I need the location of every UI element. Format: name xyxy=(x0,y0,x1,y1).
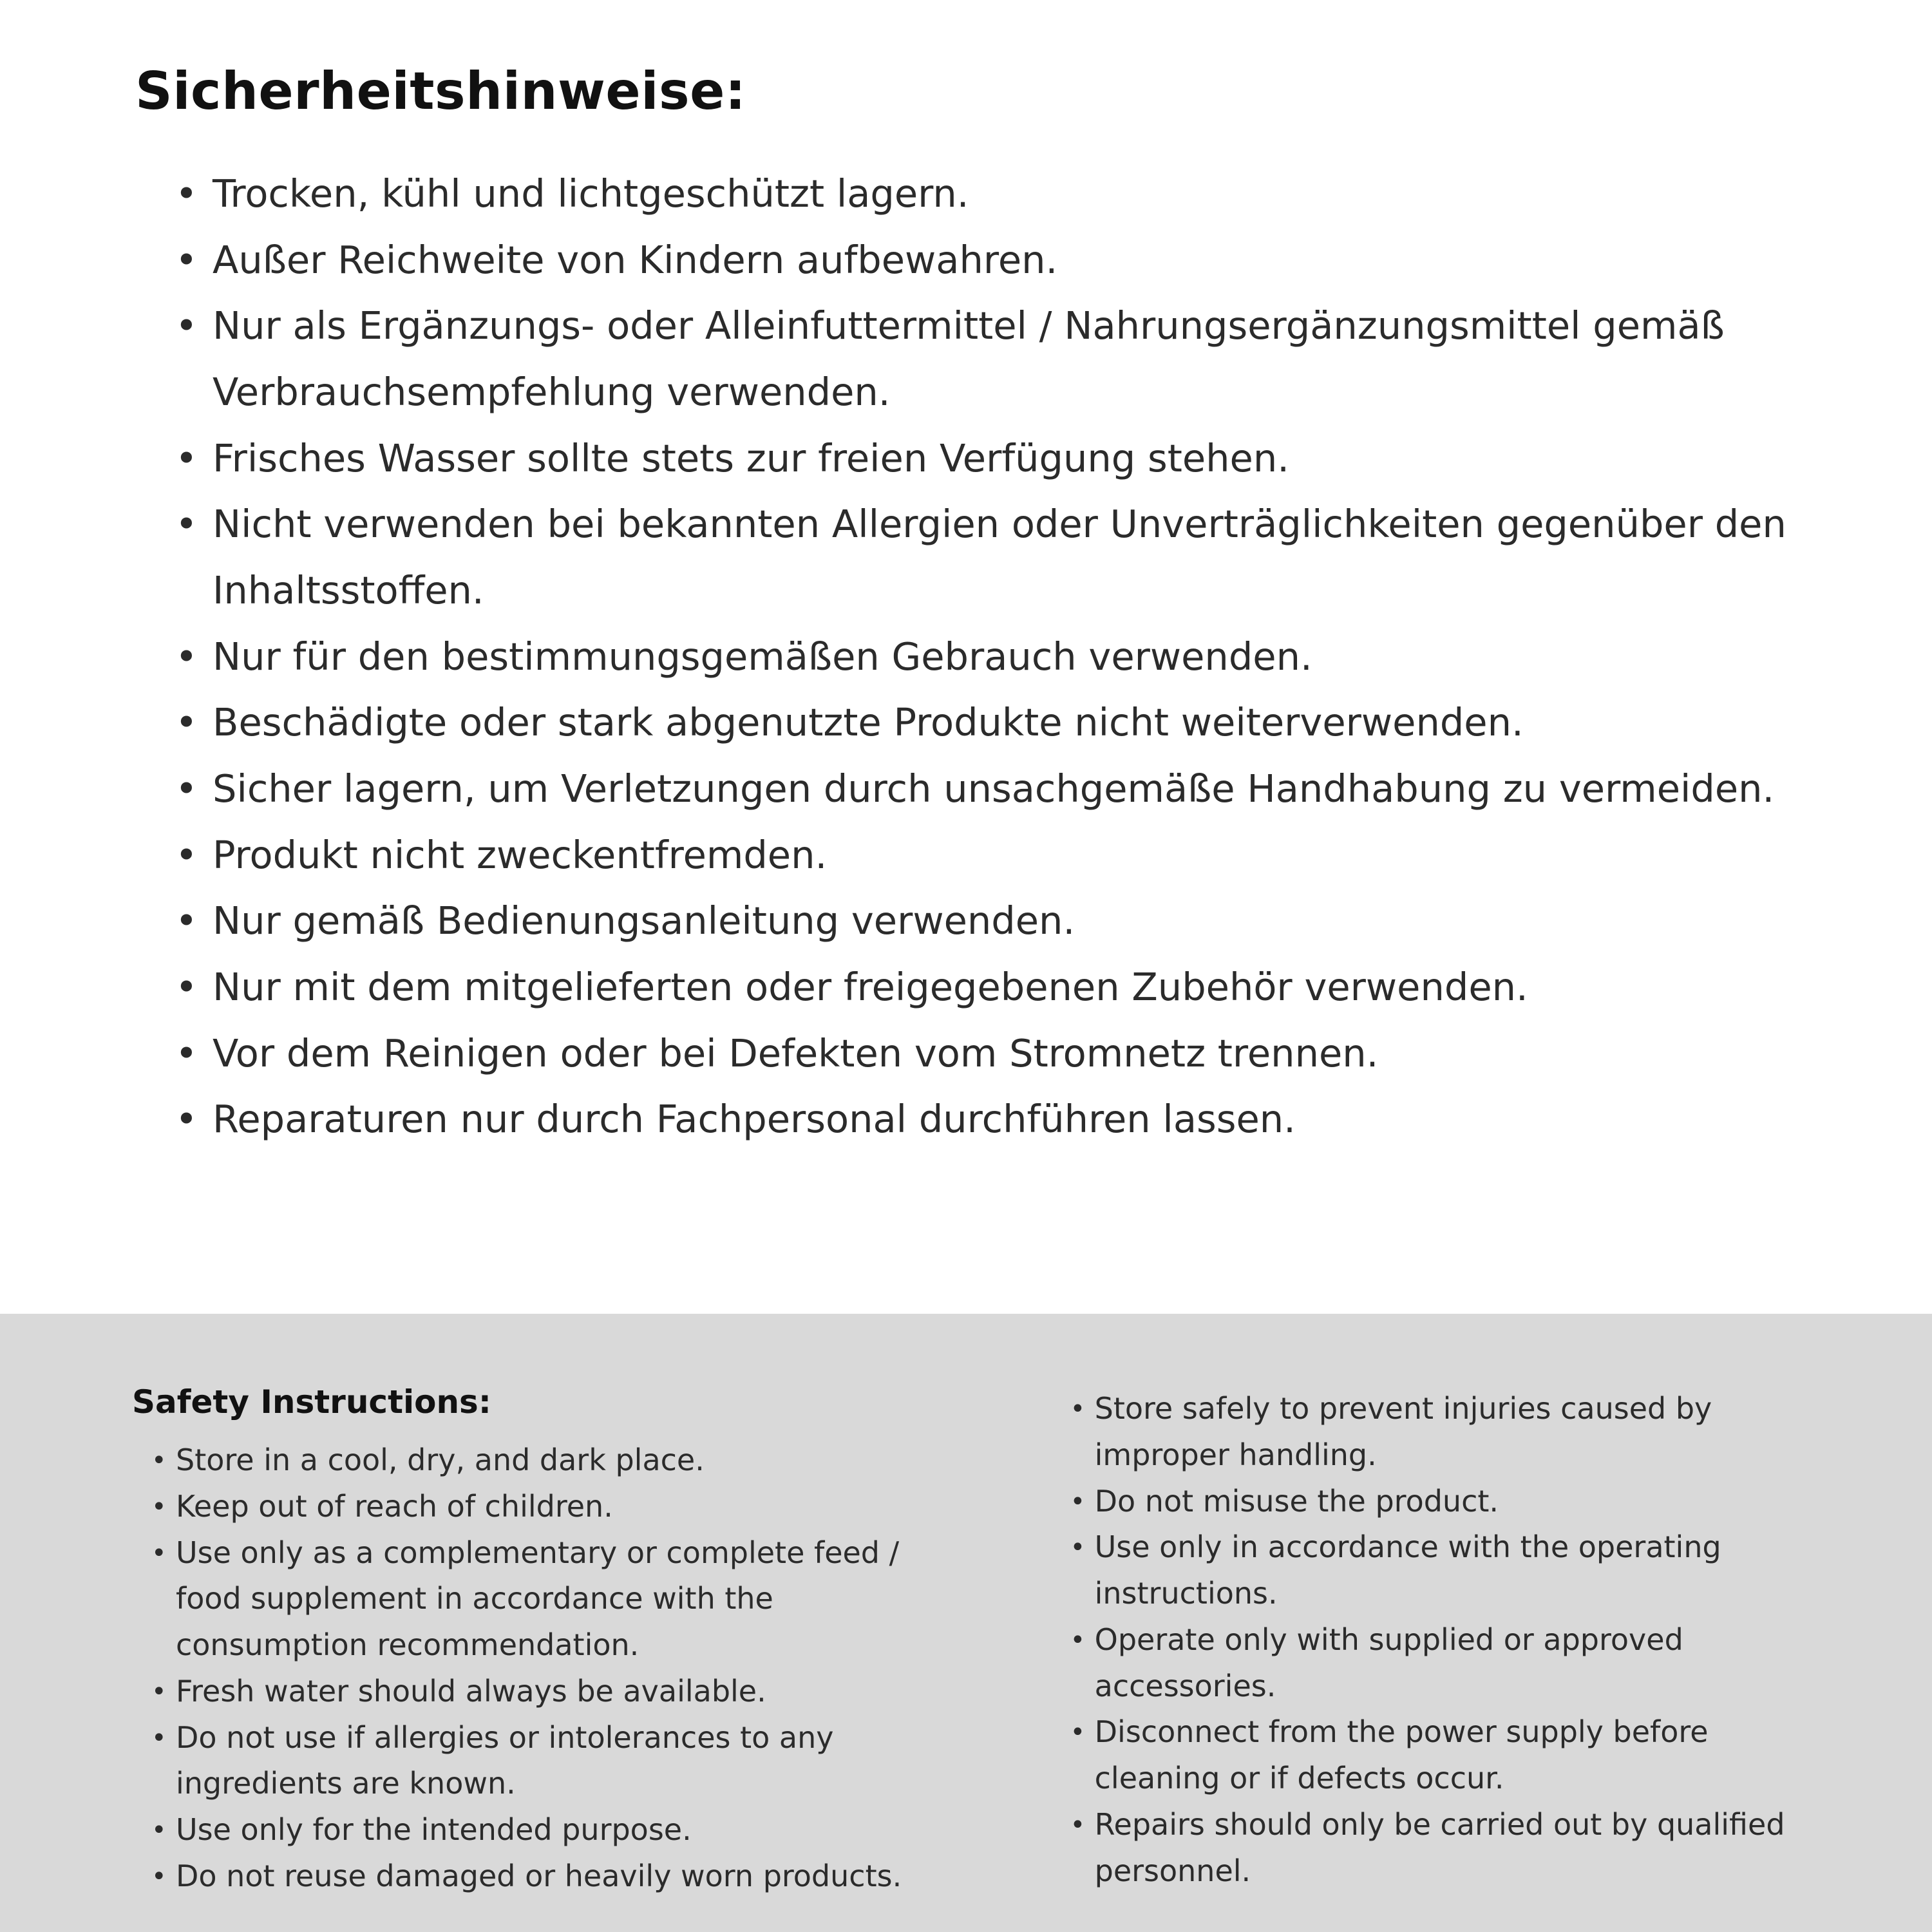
german-safety-item: • Nur mit dem mitgelieferten oder freigegebenen Zubehör verwenden. xyxy=(175,954,1811,1021)
german-safety-item: • Vor dem Reinigen oder bei Defekten vom Stromnetz trennen. xyxy=(175,1021,1811,1087)
english-safety-item: • Fresh water should always be available. xyxy=(149,1669,967,1715)
german-safety-list xyxy=(175,161,1811,1153)
english-safety-item: • Repairs should only be carried out by qualified personnel. xyxy=(1068,1802,1842,1895)
german-safety-item: • Sicher lagern, um Verletzungen durch unsachgemäße Handhabung zu vermeiden. xyxy=(175,756,1811,822)
english-safety-item: • Do not reuse damaged or heavily worn products. xyxy=(149,1853,967,1900)
english-safety-item: • Store safely to prevent injuries caused by improper handling. xyxy=(1068,1386,1842,1479)
german-safety-item: • Trocken, kühl und lichtgeschützt lagern. xyxy=(175,161,1811,227)
english-safety-item: • Do not use if allergies or intolerances to any ingredients are known. xyxy=(149,1715,967,1808)
german-section-title: Sicherheitshinweise: xyxy=(135,61,746,121)
german-safety-item: • Nicht verwenden bei bekannten Allergien oder Unverträglichkeiten gegenüber den Inhaltsstoffen. xyxy=(175,491,1811,623)
german-safety-item: • Beschädigte oder stark abgenutzte Produkte nicht weiterverwenden. xyxy=(175,690,1811,756)
english-safety-item: • Use only as a complementary or complete feed / food supplement in accordance with the consumption recommendation. xyxy=(149,1530,967,1669)
english-safety-item: • Operate only with supplied or approved accessories. xyxy=(1068,1617,1842,1710)
german-safety-item: • Nur als Ergänzungs- oder Alleinfuttermittel / Nahrungsergänzungsmittel gemäß Verbrauchsempfehlung verwenden. xyxy=(175,293,1811,425)
english-safety-item: • Store in a cool, dry, and dark place. xyxy=(149,1437,967,1484)
german-safety-item: • Reparaturen nur durch Fachpersonal durchführen lassen. xyxy=(175,1086,1811,1153)
english-safety-item: • Keep out of reach of children. xyxy=(149,1484,967,1530)
german-safety-item: • Frisches Wasser sollte stets zur freien Verfügung stehen. xyxy=(175,426,1811,492)
english-safety-item: • Do not misuse the product. xyxy=(1068,1479,1842,1525)
english-safety-list-left xyxy=(149,1437,967,1900)
english-safety-section xyxy=(0,1314,1932,1932)
german-safety-item: • Nur gemäß Bedienungsanleitung verwenden. xyxy=(175,888,1811,954)
english-safety-item: • Use only for the intended purpose. xyxy=(149,1807,967,1853)
english-safety-item: • Disconnect from the power supply before cleaning or if defects occur. xyxy=(1068,1709,1842,1802)
english-safety-item: • Use only in accordance with the operating instructions. xyxy=(1068,1524,1842,1617)
english-right-column xyxy=(1051,1383,1842,1932)
german-safety-item: • Produkt nicht zweckentfremden. xyxy=(175,822,1811,889)
german-safety-item: • Nur für den bestimmungsgemäßen Gebrauch verwenden. xyxy=(175,624,1811,690)
german-safety-item: • Außer Reichweite von Kindern aufbewahren. xyxy=(175,227,1811,294)
english-safety-list-right xyxy=(1068,1386,1842,1894)
english-section-title: Safety Instructions: xyxy=(132,1383,491,1421)
english-left-column xyxy=(132,1383,967,1932)
